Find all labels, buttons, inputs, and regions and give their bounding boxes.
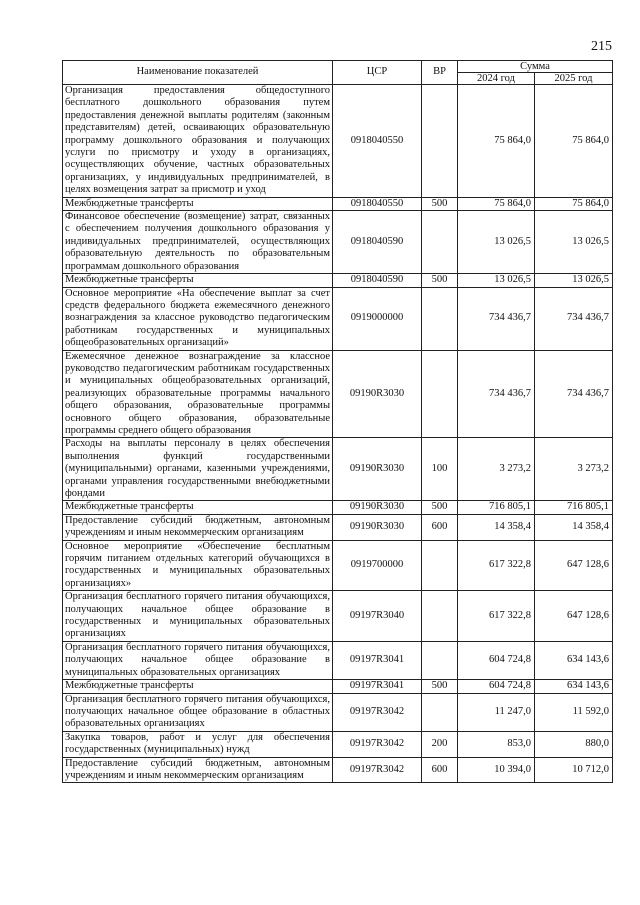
row-csr-cell: 09197R3042 [333, 757, 422, 783]
row-csr-cell: 0918040550 [333, 197, 422, 210]
table-row [63, 287, 613, 350]
budget-table [62, 60, 613, 783]
row-name-cell: Межбюджетные трансферты [63, 274, 333, 287]
row-csr-cell: 0918040590 [333, 211, 422, 274]
row-name-cell: Организация бесплатного горячего питания обучающихся, получающих начальное общее образование в областных образовательных организациях [63, 693, 333, 731]
row-csr-cell: 09190R3030 [333, 350, 422, 438]
table-body [63, 85, 613, 783]
row-sum-2025-cell: 10 712,0 [535, 757, 613, 783]
row-sum-2024-cell: 604 724,8 [458, 680, 535, 693]
row-sum-2025-cell: 634 143,6 [535, 641, 613, 679]
row-sum-2024-cell: 604 724,8 [458, 641, 535, 679]
row-name-cell: Межбюджетные трансферты [63, 501, 333, 514]
row-csr-cell: 0918040590 [333, 274, 422, 287]
row-name-cell: Организация бесплатного горячего питания обучающихся, получающих начальное общее образование в государственных и муниципальных образовательных организациях [63, 591, 333, 642]
header-year-2025: 2025 год [535, 73, 613, 85]
row-name-cell: Организация бесплатного горячего питания обучающихся, получающих начальное общее образование в муниципальных образовательных организациях [63, 641, 333, 679]
row-sum-2024-cell: 3 273,2 [458, 438, 535, 501]
table-row [63, 197, 613, 210]
row-sum-2025-cell: 647 128,6 [535, 540, 613, 591]
row-sum-2024-cell: 75 864,0 [458, 197, 535, 210]
table-row [63, 641, 613, 679]
table-row [63, 501, 613, 514]
row-name-cell: Предоставление субсидий бюджетным, автономным учреждениям и иным некоммерческим организациям [63, 514, 333, 540]
row-sum-2025-cell: 75 864,0 [535, 197, 613, 210]
row-name-cell: Межбюджетные трансферты [63, 680, 333, 693]
row-vr-cell: 500 [422, 680, 458, 693]
row-csr-cell: 09197R3041 [333, 641, 422, 679]
row-name-cell: Финансовое обеспечение (возмещение) затрат, связанных с обеспечением получения дошкольного образования у индивидуальных предпринимателей, осуществляющих образовательную деятельность по образовательным программам дошкольного образования [63, 211, 333, 274]
table-row [63, 438, 613, 501]
table-row [63, 514, 613, 540]
header-csr: ЦСР [333, 61, 422, 85]
row-sum-2025-cell: 880,0 [535, 731, 613, 757]
row-sum-2024-cell: 716 805,1 [458, 501, 535, 514]
row-csr-cell: 09197R3041 [333, 680, 422, 693]
row-sum-2024-cell: 853,0 [458, 731, 535, 757]
row-sum-2024-cell: 10 394,0 [458, 757, 535, 783]
row-sum-2024-cell: 617 322,8 [458, 591, 535, 642]
row-name-cell: Предоставление субсидий бюджетным, автономным учреждениям и иным некоммерческим организациям [63, 757, 333, 783]
row-vr-cell: 200 [422, 731, 458, 757]
row-csr-cell: 09197R3040 [333, 591, 422, 642]
row-sum-2024-cell: 617 322,8 [458, 540, 535, 591]
row-sum-2025-cell: 634 143,6 [535, 680, 613, 693]
row-sum-2025-cell: 13 026,5 [535, 211, 613, 274]
row-csr-cell: 09190R3030 [333, 501, 422, 514]
row-csr-cell: 09197R3042 [333, 693, 422, 731]
table-row [63, 274, 613, 287]
header-sum: Сумма [458, 61, 613, 73]
row-sum-2024-cell: 734 436,7 [458, 287, 535, 350]
header-year-2024: 2024 год [458, 73, 535, 85]
row-sum-2024-cell: 13 026,5 [458, 211, 535, 274]
row-sum-2024-cell: 11 247,0 [458, 693, 535, 731]
row-name-cell: Организация предоставления общедоступного бесплатного дошкольного образования путем предоставления денежной выплаты родителям (законным представителям) детей, осваивающих образовательную программу дошкольного образования и получающих услуги по присмотру и уходу в организациях, осуществляющих обучение, частных образовательных организациях, у индивидуальных предпринимателей, в целях возмещения затрат за присмотр и уход [63, 85, 333, 198]
table-row [63, 731, 613, 757]
row-sum-2025-cell: 647 128,6 [535, 591, 613, 642]
row-name-cell: Расходы на выплаты персоналу в целях обеспечения выполнения функций государственными (муниципальными) органами, казенными учреждениями, органами управления государственными внебюджетными фондами [63, 438, 333, 501]
table-header-row [63, 61, 613, 73]
row-vr-cell [422, 287, 458, 350]
row-name-cell: Межбюджетные трансферты [63, 197, 333, 210]
row-sum-2025-cell: 734 436,7 [535, 350, 613, 438]
table-row [63, 350, 613, 438]
table-row [63, 693, 613, 731]
row-vr-cell: 600 [422, 757, 458, 783]
row-csr-cell: 09190R3030 [333, 514, 422, 540]
row-vr-cell [422, 641, 458, 679]
row-vr-cell [422, 211, 458, 274]
table-row [63, 680, 613, 693]
table-row [63, 591, 613, 642]
table-row [63, 540, 613, 591]
header-name: Наименование показателей [63, 61, 333, 85]
row-vr-cell: 500 [422, 274, 458, 287]
row-sum-2024-cell: 75 864,0 [458, 85, 535, 198]
row-vr-cell [422, 693, 458, 731]
row-csr-cell: 0919700000 [333, 540, 422, 591]
row-name-cell: Ежемесячное денежное вознаграждение за классное руководство педагогическим работникам государственных и муниципальных общеобразовательных организаций, реализующих образовательные программы начального общего образования, образовательные программы основного общего образования, образовательные программы среднего общего образования [63, 350, 333, 438]
row-name-cell: Основное мероприятие «На обеспечение выплат за счет средств федерального бюджета ежемесячного денежного вознаграждения за классное руководство педагогическим работникам государственных и муниципальных общеобразовательных организаций» [63, 287, 333, 350]
table-row [63, 85, 613, 198]
header-vr: ВР [422, 61, 458, 85]
row-csr-cell: 09197R3042 [333, 731, 422, 757]
row-sum-2024-cell: 734 436,7 [458, 350, 535, 438]
row-vr-cell [422, 591, 458, 642]
row-vr-cell: 500 [422, 197, 458, 210]
row-vr-cell [422, 350, 458, 438]
row-csr-cell: 0919000000 [333, 287, 422, 350]
row-sum-2024-cell: 14 358,4 [458, 514, 535, 540]
table-row [63, 211, 613, 274]
row-vr-cell: 500 [422, 501, 458, 514]
row-sum-2025-cell: 75 864,0 [535, 85, 613, 198]
row-sum-2025-cell: 14 358,4 [535, 514, 613, 540]
row-name-cell: Закупка товаров, работ и услуг для обеспечения государственных (муниципальных) нужд [63, 731, 333, 757]
row-vr-cell: 600 [422, 514, 458, 540]
row-sum-2025-cell: 716 805,1 [535, 501, 613, 514]
row-vr-cell: 100 [422, 438, 458, 501]
row-sum-2025-cell: 13 026,5 [535, 274, 613, 287]
table-row [63, 757, 613, 783]
page-number: 215 [591, 39, 612, 54]
row-vr-cell [422, 540, 458, 591]
row-sum-2025-cell: 3 273,2 [535, 438, 613, 501]
row-sum-2025-cell: 11 592,0 [535, 693, 613, 731]
row-csr-cell: 0918040550 [333, 85, 422, 198]
row-vr-cell [422, 85, 458, 198]
row-sum-2024-cell: 13 026,5 [458, 274, 535, 287]
row-name-cell: Основное мероприятие «Обеспечение бесплатным горячим питанием отдельных категорий обучающихся в государственных и муниципальных образовательных организациях» [63, 540, 333, 591]
row-sum-2025-cell: 734 436,7 [535, 287, 613, 350]
row-csr-cell: 09190R3030 [333, 438, 422, 501]
